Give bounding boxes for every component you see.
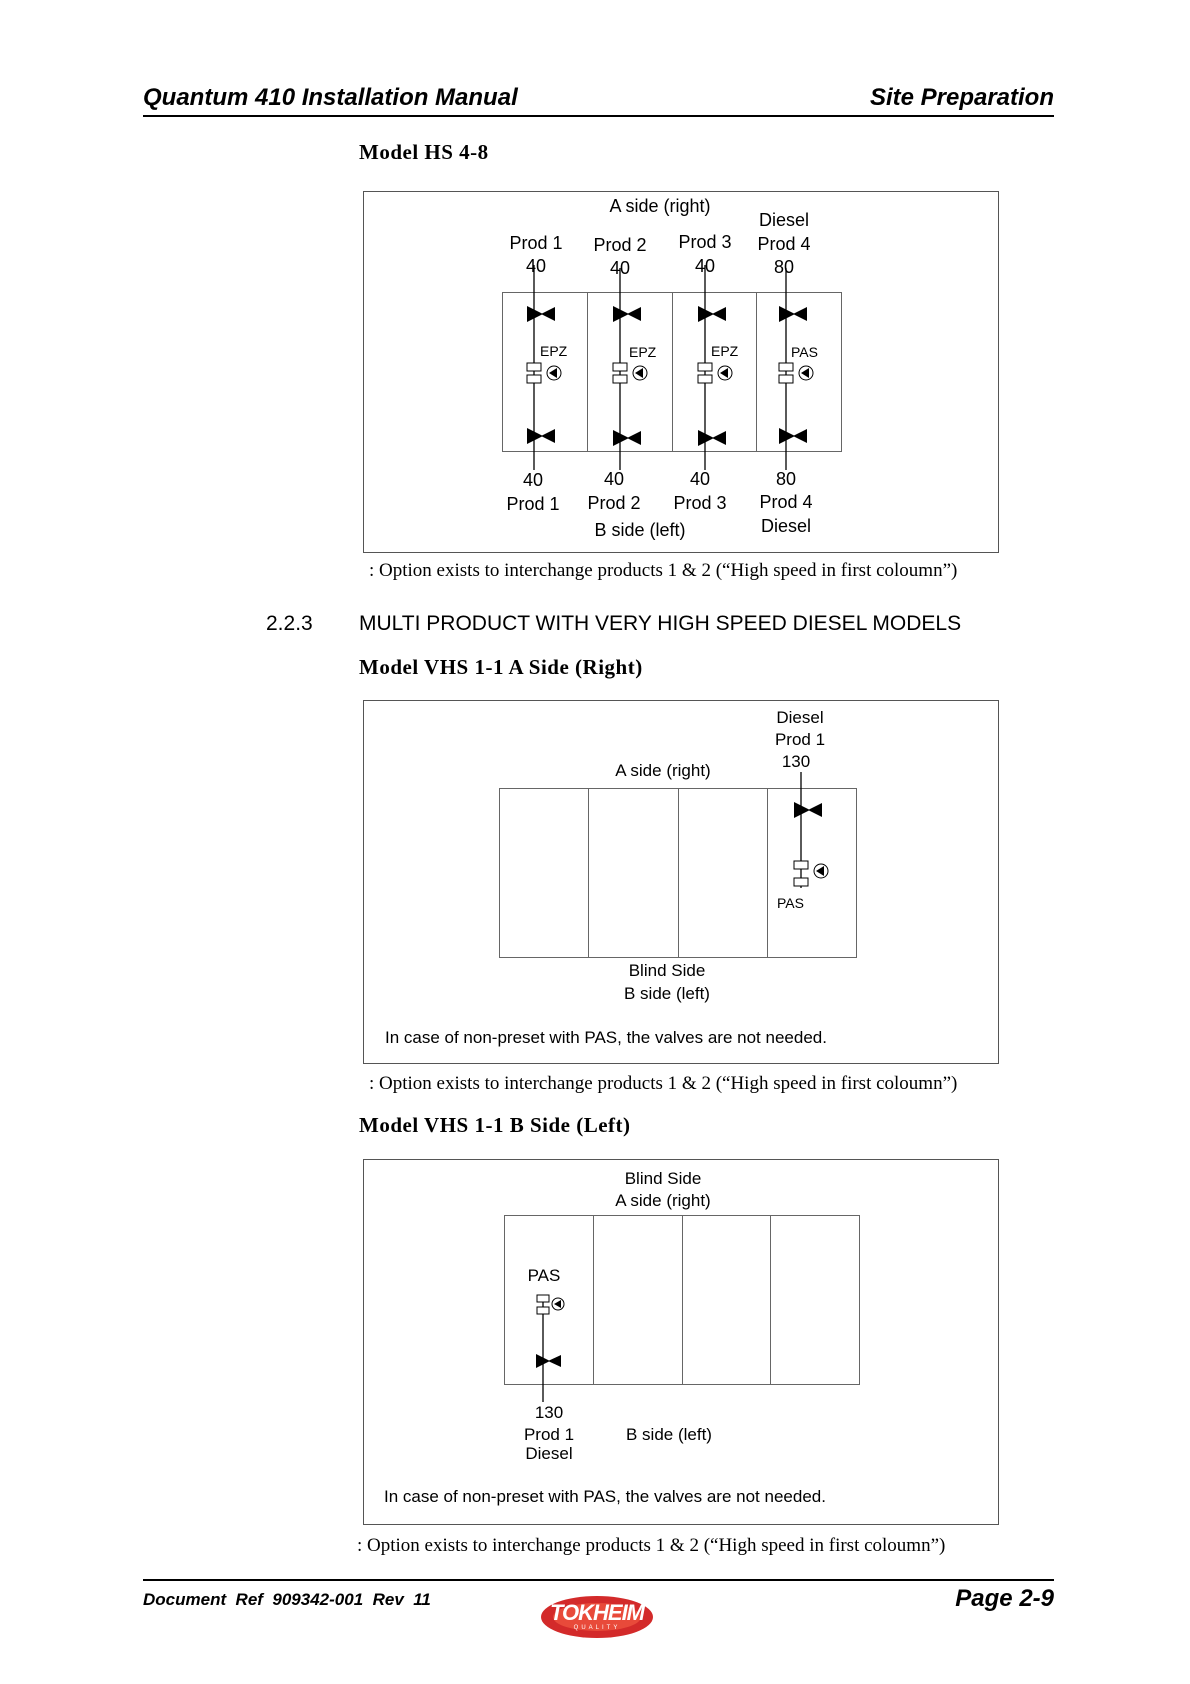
hs48-top-name-1: Prod 1: [509, 233, 563, 253]
hs48-bottom-name-1: Prod 1: [506, 494, 560, 514]
section-number: 2.2.3: [266, 612, 313, 635]
vhsA-flow: 130: [781, 752, 811, 771]
hs48-top-name-3: Prod 3: [678, 232, 732, 252]
vhsB-prod: Prod 1: [523, 1425, 575, 1444]
tokheim-logo: [538, 1594, 656, 1640]
section-title: MULTI PRODUCT WITH VERY HIGH SPEED DIESEL MODELS: [359, 612, 962, 635]
vhsB-top-side: A side (right): [615, 1191, 711, 1210]
manual-title: Quantum 410 Installation Manual: [143, 84, 518, 111]
hs48-top-flow-3: 40: [694, 256, 716, 276]
logo-text: TOKHEIM: [549, 1600, 645, 1625]
vhsA-top-side: A side (right): [615, 761, 711, 780]
hs48-top-flow-1: 40: [525, 256, 547, 276]
vhsB-bottom-side: B side (left): [626, 1425, 712, 1444]
hs48-valve-type-3: EPZ: [711, 343, 739, 359]
vhsA-title: Model VHS 1-1 A Side (Right): [359, 655, 643, 679]
vhsB-blind-side: Blind Side: [624, 1169, 702, 1188]
hs48-top-name-4: Prod 4: [757, 234, 811, 254]
hs48-bottom-name-3: Prod 3: [673, 493, 727, 513]
hs48-top-name-2: Prod 2: [593, 235, 647, 255]
hs48-top-side: A side (right): [609, 196, 711, 216]
hs48-title: Model HS 4-8: [359, 140, 489, 164]
page-number: Page 2-9: [955, 1585, 1054, 1612]
hs48-bottom-name-4: Prod 4: [759, 492, 813, 512]
vhsB-flow: 130: [534, 1403, 564, 1422]
hs48-option-note: : Option exists to interchange products 1 & 2 (“High speed in first coloumn”): [369, 560, 958, 581]
hs48-top-flow-4: 80: [773, 257, 795, 277]
vhsB-option-note: : Option exists to interchange products 1 & 2 (“High speed in first coloumn”): [357, 1535, 946, 1556]
hs48-bottom-flow-2: 40: [603, 469, 625, 489]
hs48-top-flow-2: 40: [609, 258, 631, 278]
valve-icon: [534, 1352, 574, 1372]
hs48-valve-type-2: EPZ: [629, 344, 657, 360]
vhsA-prod: Prod 1: [774, 730, 826, 749]
hs48-bottom-flow-1: 40: [522, 470, 544, 490]
meter-pump-icon: [536, 1294, 586, 1324]
vhsB-title: Model VHS 1-1 B Side (Left): [359, 1113, 631, 1137]
hs48-bottom-name-2: Prod 2: [587, 493, 641, 513]
hs48-valve-type-4: PAS: [791, 344, 818, 360]
vhsB-valve-type: PAS: [527, 1266, 561, 1285]
hs48-bottom-flow-4: 80: [775, 469, 797, 489]
section-header: Site Preparation: [869, 84, 1054, 111]
logo-subtext: QUALITY: [573, 1625, 621, 1631]
vhsB-case-note: In case of non-preset with PAS, the valves are not needed.: [384, 1487, 826, 1506]
vhsA-case-note: In case of non-preset with PAS, the valves are not needed.: [385, 1028, 827, 1047]
hs48-bottom-side: B side (left): [594, 520, 686, 540]
document-ref: Document Ref 909342-001 Rev 11: [143, 1590, 431, 1609]
vhsA-bottom-side: B side (left): [624, 984, 710, 1003]
hs48-bottom-fuel-4: Diesel: [760, 516, 812, 536]
hs48-bottom-flow-3: 40: [689, 469, 711, 489]
hs48-valve-type-1: EPZ: [540, 343, 568, 359]
vhsA-fuel: Diesel: [776, 708, 824, 727]
vhsA-blind-side: Blind Side: [628, 961, 706, 980]
vhsA-option-note: : Option exists to interchange products 1 & 2 (“High speed in first coloumn”): [369, 1073, 958, 1094]
hs48-top-fuel-4: Diesel: [758, 210, 810, 230]
vhsA-valve-type: PAS: [777, 895, 804, 911]
vhsB-fuel: Diesel: [525, 1444, 573, 1463]
footer-rule: [143, 1579, 1054, 1581]
